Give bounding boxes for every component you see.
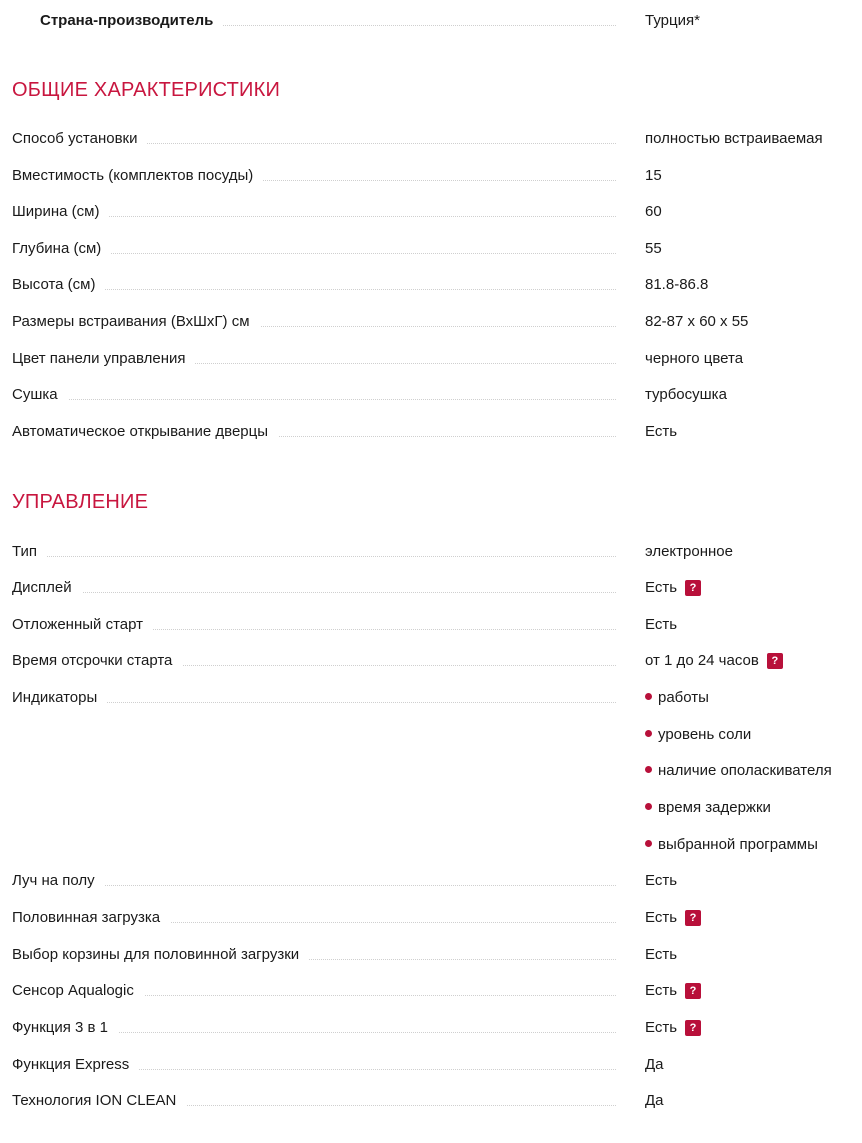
spec-label: Функция 3 в 1 (12, 1017, 118, 1039)
spec-label: Цвет панели управления (12, 348, 195, 370)
spec-label: Луч на полу (12, 870, 105, 892)
spec-row (12, 1054, 852, 1076)
help-icon[interactable]: ? (685, 1020, 701, 1036)
bullet-icon (645, 730, 652, 737)
spec-value: от 1 до 24 часов (645, 652, 759, 669)
spec-row (12, 274, 852, 296)
spec-value: Есть (645, 616, 678, 633)
spec-value: Есть (645, 909, 678, 926)
spec-value: Есть (645, 946, 678, 963)
spec-value: 60 (645, 203, 662, 220)
spec-row (12, 980, 852, 1002)
bullet-icon (645, 693, 652, 700)
spec-value: Есть (645, 1019, 678, 1036)
spec-row-country (12, 10, 852, 32)
spec-row (12, 870, 852, 892)
spec-value: черного цвета (645, 350, 744, 367)
spec-label: Отложенный старт (12, 614, 153, 636)
help-icon[interactable]: ? (685, 910, 701, 926)
help-icon[interactable]: ? (685, 983, 701, 999)
spec-value-wrap (645, 907, 701, 929)
spec-value: 82-87 х 60 х 55 (645, 313, 749, 330)
spec-value: Есть (645, 982, 678, 999)
spec-label: Автоматическое открывание дверцы (12, 421, 278, 443)
spec-row (12, 311, 852, 333)
indicator-item: наличие ополаскивателя (645, 760, 832, 782)
spec-value: 81.8-86.8 (645, 276, 709, 293)
spec-label: Индикаторы (12, 687, 107, 709)
spec-value: Да (645, 1092, 664, 1109)
spec-value: Есть (645, 579, 678, 596)
dotted-leader (12, 399, 616, 400)
spec-row (12, 201, 852, 223)
section-title-control: УПРАВЛЕНИЕ (12, 491, 149, 513)
indicator-item: уровень соли (645, 724, 751, 746)
spec-label: Время отсрочки старта (12, 650, 182, 672)
spec-value: 15 (645, 167, 662, 184)
spec-row (12, 1017, 852, 1039)
spec-row (12, 128, 852, 150)
spec-row (12, 907, 852, 929)
spec-label: Выбор корзины для половинной загрузки (12, 944, 309, 966)
spec-value-wrap (645, 980, 701, 1002)
spec-row (12, 384, 852, 406)
spec-value: турбосушка (645, 386, 727, 403)
help-icon[interactable]: ? (767, 653, 783, 669)
spec-row (12, 1090, 852, 1112)
spec-value: Есть (645, 872, 678, 889)
spec-row (12, 541, 852, 563)
spec-row (12, 421, 852, 443)
dotted-leader (12, 556, 616, 557)
spec-row (12, 614, 852, 636)
spec-label: Тип (12, 541, 47, 563)
spec-label: Вместимость (комплектов посуды) (12, 165, 263, 187)
spec-label: Сушка (12, 384, 68, 406)
spec-value: 55 (645, 240, 662, 257)
indicator-row (12, 724, 852, 746)
spec-value: Да (645, 1056, 664, 1073)
spec-value: полностью встраиваемая (645, 130, 823, 147)
spec-value-wrap (645, 1017, 701, 1039)
spec-label: Половинная загрузка (12, 907, 170, 929)
help-icon[interactable]: ? (685, 580, 701, 596)
spec-row (12, 650, 852, 672)
spec-label: Ширина (см) (12, 201, 109, 223)
section-title-general: ОБЩИЕ ХАРАКТЕРИСТИКИ (12, 79, 281, 101)
spec-label: Глубина (см) (12, 238, 111, 260)
spec-value: Турция* (645, 12, 700, 29)
spec-value: электронное (645, 543, 733, 560)
spec-value: Есть (645, 423, 678, 440)
spec-row-indicators (12, 687, 852, 709)
indicator-row (12, 797, 852, 819)
spec-label: Размеры встраивания (ВхШхГ) см (12, 311, 260, 333)
spec-label: Дисплей (12, 577, 82, 599)
indicator-row (12, 760, 852, 782)
spec-row (12, 944, 852, 966)
spec-value-wrap (645, 577, 701, 599)
indicator-item: время задержки (645, 797, 771, 819)
indicator-row (12, 834, 852, 856)
spec-row (12, 577, 852, 599)
spec-label: Функция Express (12, 1054, 139, 1076)
spec-label: Страна-производитель (12, 10, 223, 32)
spec-row (12, 165, 852, 187)
spec-row (12, 348, 852, 370)
spec-label: Способ установки (12, 128, 147, 150)
dotted-leader (12, 592, 616, 593)
spec-label: Технология ION CLEAN (12, 1090, 186, 1112)
spec-value-wrap (645, 650, 783, 672)
indicator-item: работы (645, 687, 709, 709)
bullet-icon (645, 803, 652, 810)
bullet-icon (645, 840, 652, 847)
indicator-item: выбранной программы (645, 834, 818, 856)
spec-label: Высота (см) (12, 274, 105, 296)
spec-label: Сенсор Aqualogic (12, 980, 144, 1002)
bullet-icon (645, 766, 652, 773)
spec-row (12, 238, 852, 260)
